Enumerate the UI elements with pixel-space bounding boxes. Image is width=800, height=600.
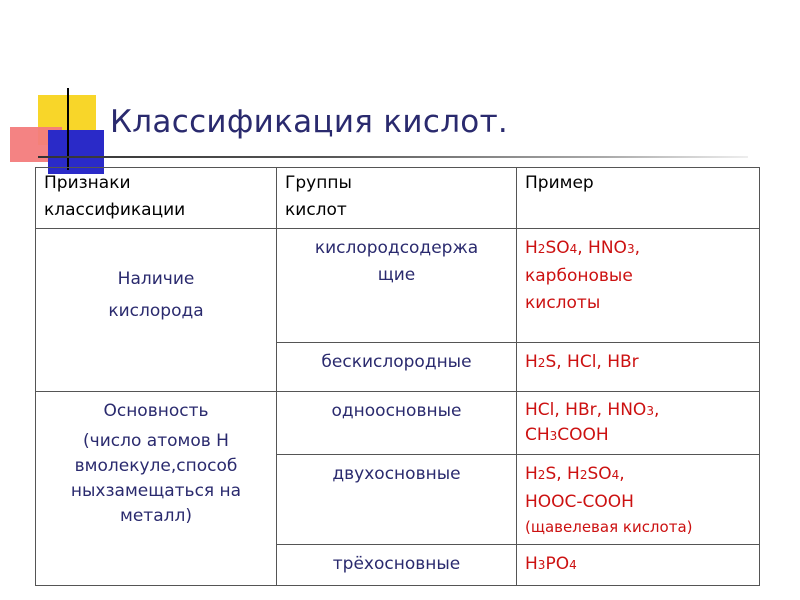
- example-tribasic: [517, 545, 760, 586]
- table-row: [36, 392, 760, 455]
- example-dibasic: H2S, H2SO4, HOOC-COOH (щавелевая кислота): [517, 455, 760, 545]
- formula-text: H2S, HCl, HBr: [525, 351, 639, 372]
- criterion-basicity: Основность (число атомов Н вмолекуле,способ ныхзамещаться на металл): [36, 392, 277, 586]
- formula-text: CH3COOH: [525, 425, 609, 445]
- formula-text: H3PO4: [525, 554, 577, 574]
- group-dibasic: двухосновные: [277, 455, 517, 545]
- table-row: [36, 229, 760, 343]
- formula-text: H2SO4, HNO3,: [525, 238, 640, 258]
- example-oxygen-containing: H2SO4, HNO3, карбоновые кислоты: [517, 229, 760, 343]
- header-example: Пример: [517, 168, 760, 229]
- slide-title: Классификация кислот.: [110, 104, 509, 140]
- example-monobasic: [517, 392, 760, 455]
- group-oxygen-free: бескислородные: [277, 342, 517, 391]
- title-underline: [38, 156, 748, 158]
- group-oxygen-containing: кислородсодержа щие: [277, 229, 517, 343]
- formula-text: H2S, H2SO4,: [525, 464, 625, 484]
- classification-table: [35, 167, 760, 586]
- group-tribasic: трёхосновные: [277, 545, 517, 586]
- header-groups: Группы кислот: [277, 168, 517, 229]
- group-monobasic: одноосновные: [277, 392, 517, 455]
- table-header-row: [36, 168, 760, 229]
- criterion-oxygen: Наличие кислорода: [36, 229, 277, 392]
- example-oxygen-free: [517, 342, 760, 391]
- header-criteria: Признаки классификации: [36, 168, 277, 229]
- formula-text: HCl, HBr, HNO3,: [525, 400, 660, 420]
